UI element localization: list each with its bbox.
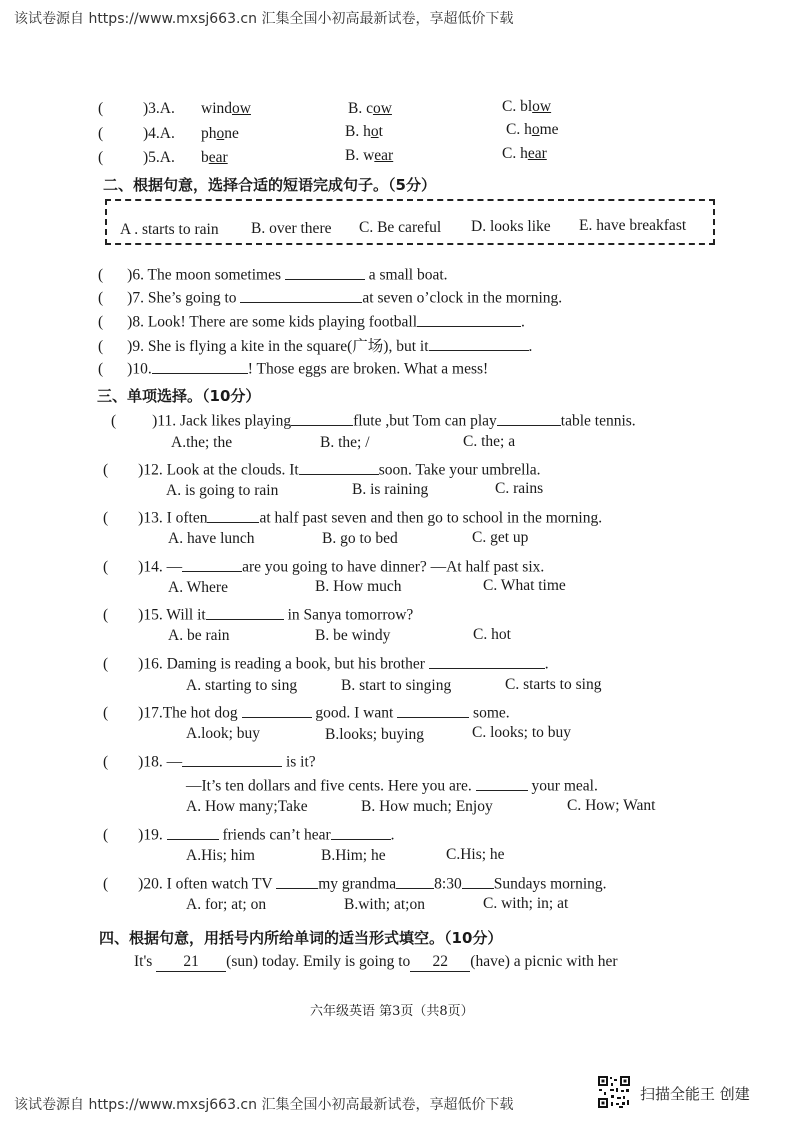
q19-option-c: C.His; he: [446, 846, 505, 863]
blank-22: 22: [410, 953, 470, 972]
blank-21: 21: [156, 953, 226, 972]
option-a: bear: [201, 149, 228, 166]
question-17: ( )17.The hot dog good. I want some.: [103, 701, 510, 723]
q11-option-b: B. the; /: [320, 434, 370, 451]
question-10: ( )10. ! Those eggs are broken. What a mess!: [98, 357, 488, 379]
question-number: )5.A.: [143, 149, 175, 166]
q14-option-a: A. Where: [168, 579, 228, 596]
q19-option-a: A.His; him: [186, 847, 255, 864]
q16-option-b: B. start to singing: [341, 677, 452, 694]
q11-option-a: A.the; the: [171, 434, 233, 451]
answer-paren: (: [98, 100, 104, 117]
question-number: )4.A.: [143, 125, 175, 142]
option-c: C. home: [506, 121, 559, 138]
section-4-passage-line: It's 21 (sun) today. Emily is going to 22 (have) a picnic with her: [134, 953, 618, 970]
option-a: phone: [201, 125, 239, 142]
q17-option-c: C. looks; to buy: [472, 724, 572, 741]
question-9: ( )9. She is flying a kite in the square(广场), but it .: [98, 334, 532, 356]
question-20: ( )20. I often watch TV my grandma 8:30 Sundays morning.: [103, 872, 607, 894]
question-11: ( )11. Jack likes playing flute ,but Tom can play table tennis.: [111, 409, 636, 431]
q18-option-b: B. How much; Enjoy: [361, 798, 493, 815]
q16-option-c: C. starts to sing: [505, 676, 602, 693]
q15-option-c: C. hot: [473, 626, 511, 643]
option-c-phrase: C. Be careful: [359, 219, 442, 236]
q11-option-c: C. the; a: [463, 433, 516, 450]
option-c: C. hear: [502, 145, 547, 162]
question-14: ( )14. — are you going to have dinner? —At half past six.: [103, 555, 544, 577]
question-16: ( )16. Daming is reading a book, but his brother .: [103, 652, 549, 674]
option-d-phrase: D. looks like: [471, 218, 551, 235]
q20-option-c: C. with; in; at: [483, 895, 569, 912]
q13-option-c: C. get up: [472, 529, 529, 546]
question-19: ( )19. friends can’t hear .: [103, 823, 395, 845]
q13-option-a: A. have lunch: [168, 530, 255, 547]
option-b-phrase: B. over there: [251, 220, 332, 237]
option-b: B. wear: [345, 147, 394, 164]
qr-code-icon: [597, 1075, 631, 1109]
q14-option-c: C. What time: [483, 577, 566, 594]
q15-option-a: A. be rain: [168, 627, 230, 644]
q17-option-a: A.look; buy: [186, 725, 261, 742]
section-3-title: 三、单项选择。（10分）: [97, 387, 261, 405]
q14-option-b: B. How much: [315, 578, 402, 595]
section-4-title: 四、根据句意，用括号内所给单词的适当形式填空。（10分）: [99, 929, 503, 947]
answer-paren: (: [98, 149, 104, 166]
option-b: B. hot: [345, 123, 383, 140]
question-7: ( )7. She’s going to at seven o’clock in the morning.: [98, 286, 562, 308]
option-a: window: [201, 100, 251, 117]
q12-option-c: C. rains: [495, 480, 544, 497]
q19-option-b: B.Him; he: [321, 847, 386, 864]
q20-option-b: B.with; at;on: [344, 896, 425, 913]
question-13: ( )13. I often at half past seven and then go to school in the morning.: [103, 506, 602, 528]
question-12: ( )12. Look at the clouds. It soon. Take your umbrella.: [103, 458, 541, 480]
q12-option-a: A. is going to rain: [166, 482, 279, 499]
answer-paren: (: [98, 125, 104, 142]
bottom-banner: 该试卷源自 https://www.mxsj663.cn 汇集全国小初高最新试卷，享超低价下载: [14, 1097, 514, 1113]
q16-option-a: A. starting to sing: [186, 677, 298, 694]
question-15: ( )15. Will it in Sanya tomorrow?: [103, 603, 413, 625]
q13-option-b: B. go to bed: [322, 530, 398, 547]
q18-option-c: C. How; Want: [567, 797, 656, 814]
option-c: C. blow: [502, 98, 552, 115]
q18-reply: —It’s ten dollars and five cents. Here you are. your meal.: [186, 774, 598, 796]
q15-option-b: B. be windy: [315, 627, 391, 644]
question-6: ( )6. The moon sometimes a small boat.: [98, 263, 448, 285]
question-18: ( )18. — is it?: [103, 750, 316, 772]
q18-option-a: A. How many;Take: [186, 798, 308, 815]
question-8: ( )8. Look! There are some kids playing football .: [98, 310, 525, 332]
q20-option-a: A. for; at; on: [186, 896, 267, 913]
option-b: B. cow: [348, 100, 392, 117]
option-e-phrase: E. have breakfast: [579, 217, 687, 234]
question-number: )3.A.: [143, 100, 175, 117]
q17-option-b: B.looks; buying: [325, 726, 425, 743]
section-2-title: 二、根据句意，选择合适的短语完成句子。（5分）: [103, 176, 436, 194]
q12-option-b: B. is raining: [352, 481, 429, 498]
scanner-credit: 扫描全能王 创建: [640, 1085, 750, 1103]
top-banner: 该试卷源自 https://www.mxsj663.cn 汇集全国小初高最新试卷，享超低价下载: [14, 11, 514, 27]
option-a-phrase: A . starts to rain: [120, 221, 219, 238]
page-number: 六年级英语 第3页（共8页）: [310, 1004, 474, 1019]
